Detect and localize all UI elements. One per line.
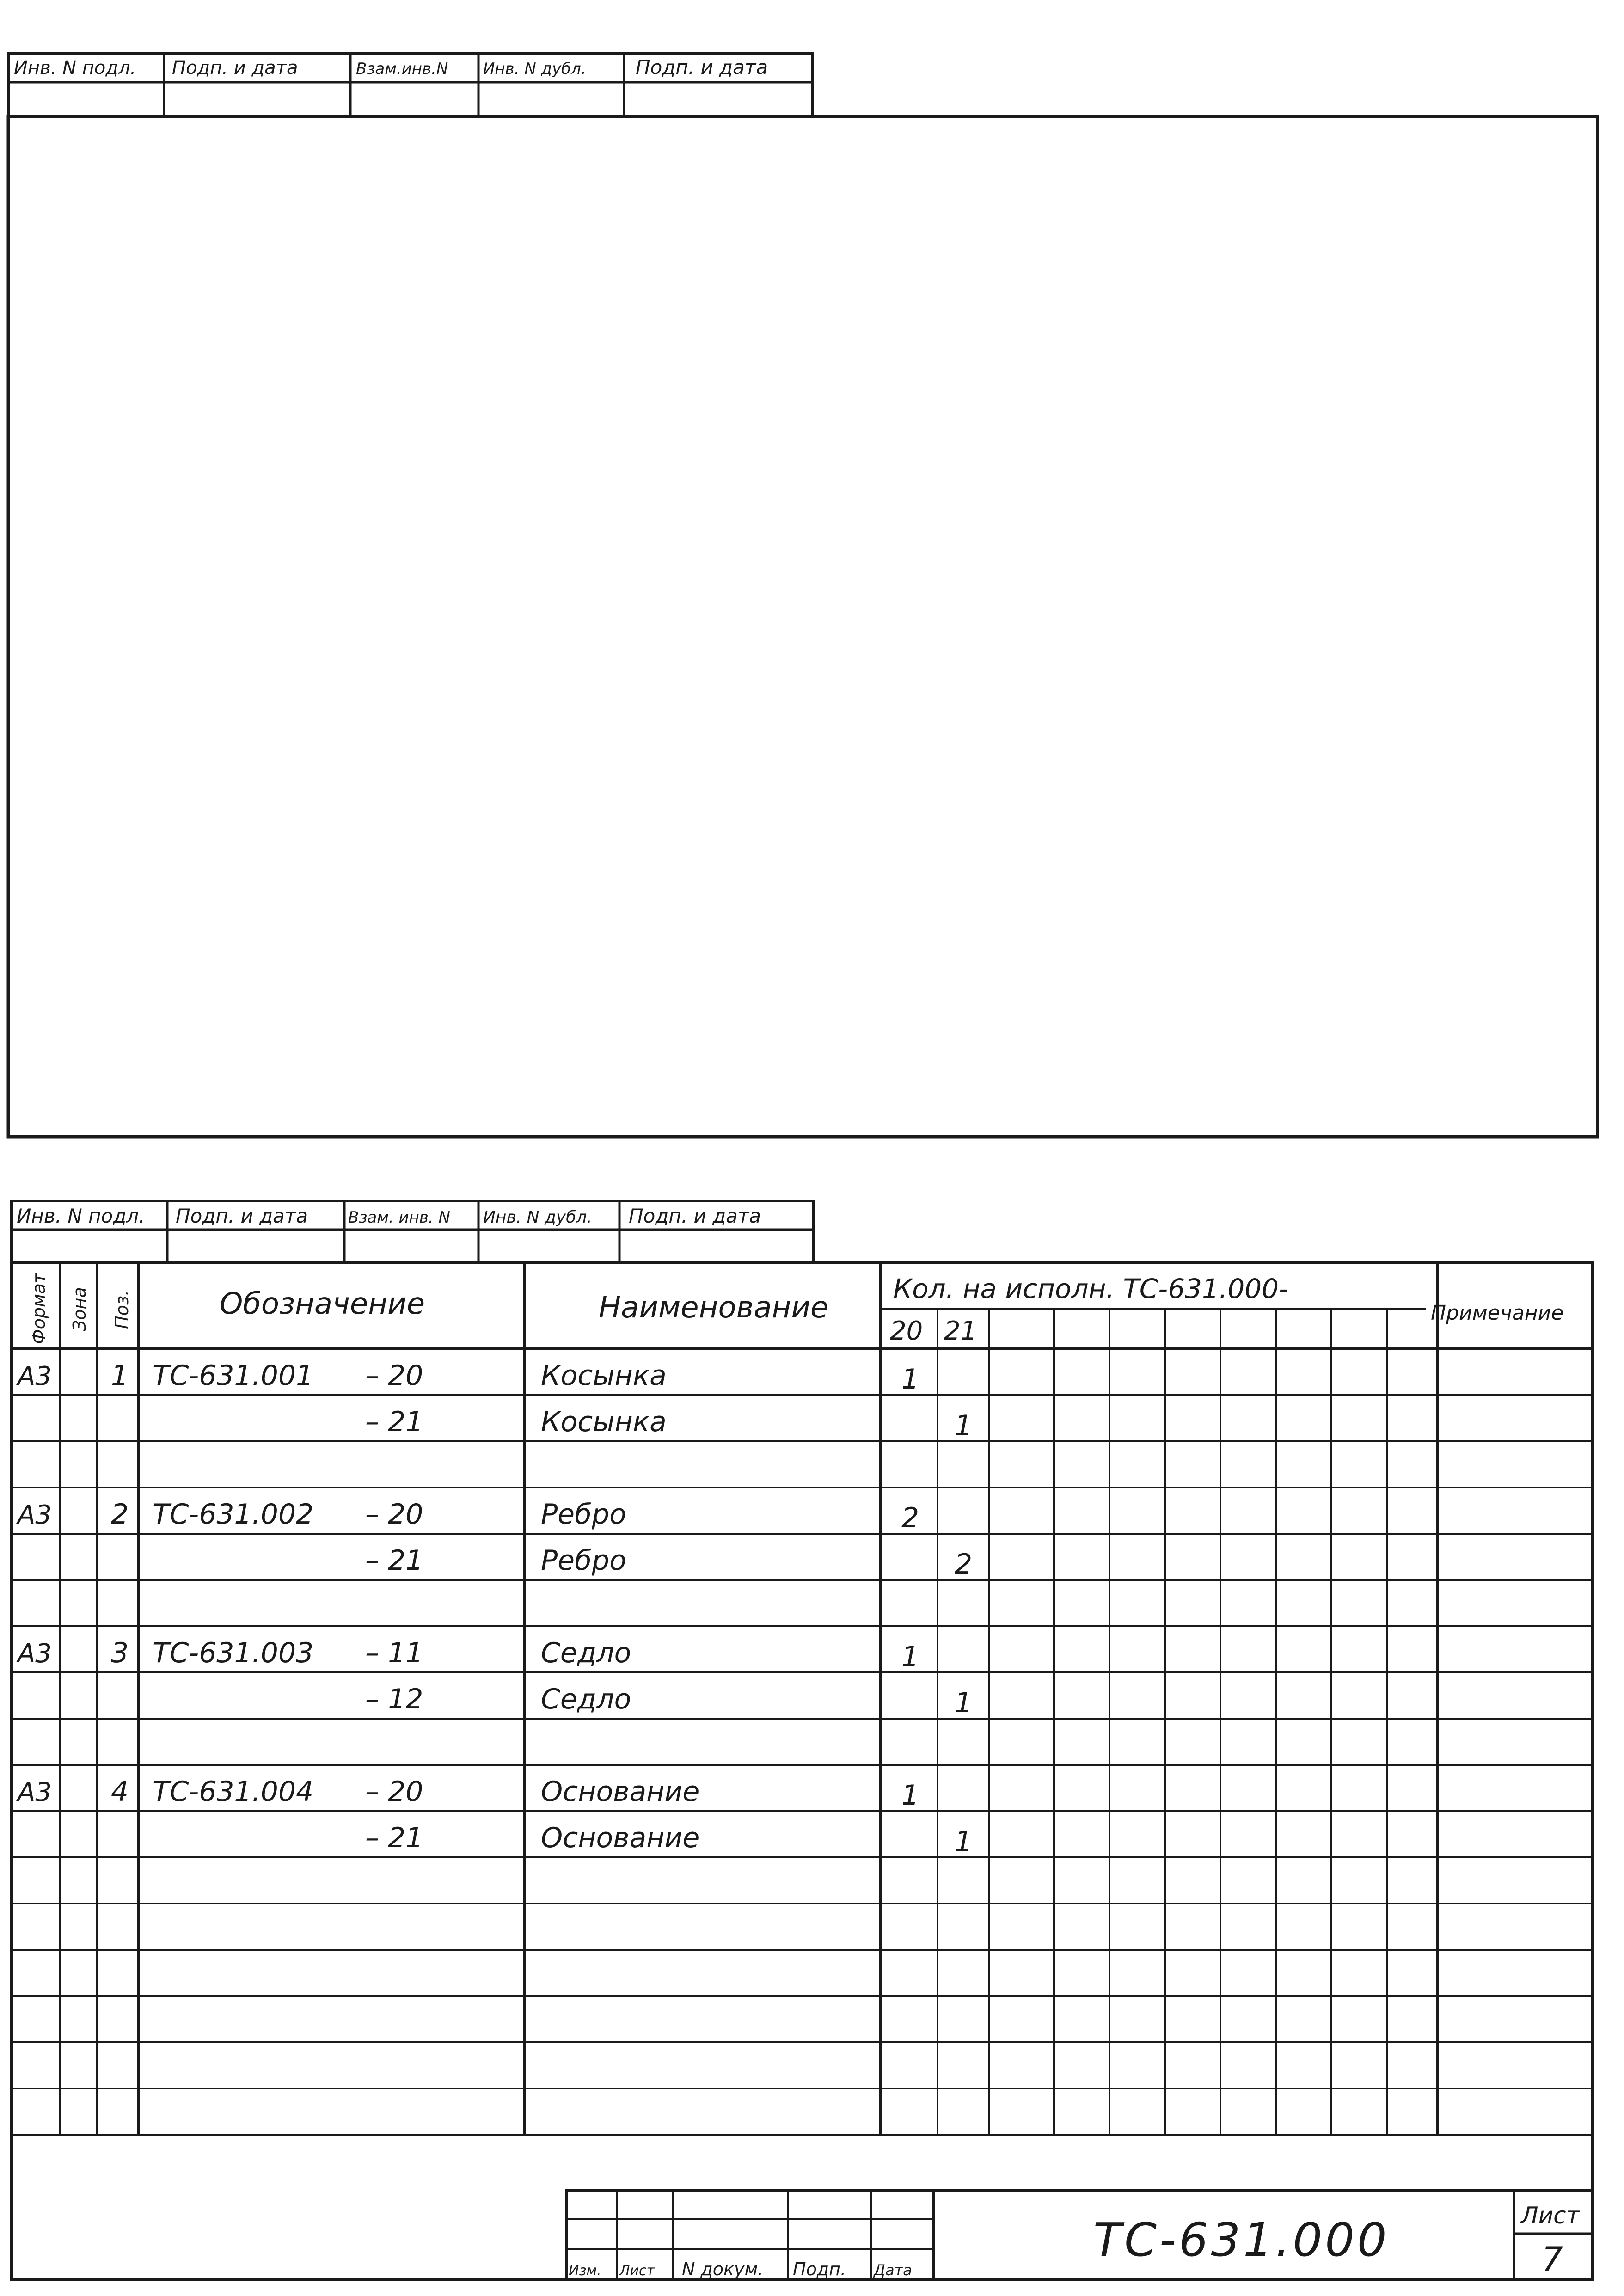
spec-frame — [12, 1262, 1593, 2279]
cell-designation-suffix: – 11 — [365, 1637, 423, 1669]
cell-pos: 3 — [111, 1637, 129, 1669]
cell-designation: ТС-631.003 — [153, 1637, 314, 1669]
title-label-podp: Подп. — [793, 2259, 846, 2279]
top-stamp-header-3: Взам.инв.N — [356, 60, 448, 78]
bottom-stamp — [12, 1201, 814, 1262]
cell-designation-suffix: – 12 — [365, 1683, 423, 1715]
cell-designation-suffix: – 20 — [365, 1776, 423, 1808]
cell-format: А3 — [18, 1361, 52, 1391]
cell-pos: 1 — [111, 1359, 129, 1392]
cell-qty-20: 1 — [901, 1779, 919, 1812]
title-label-izm: Изм. — [569, 2263, 601, 2279]
spec-header — [12, 1272, 1593, 1349]
bottom-stamp-header-5: Подп. и дата — [629, 1205, 761, 1227]
cell-designation-suffix: – 21 — [365, 1406, 423, 1438]
title-block — [566, 2190, 1593, 2279]
sheet-label: Лист — [1521, 2202, 1580, 2229]
cell-qty-20: 2 — [901, 1502, 919, 1534]
cell-name: Основание — [541, 1822, 700, 1854]
spec-grid — [12, 1262, 1593, 2135]
cell-format: А3 — [18, 1639, 52, 1669]
header-qty-title: Кол. на исполн. ТС-631.000- — [893, 1273, 1288, 1304]
cell-format: А3 — [18, 1500, 52, 1530]
top-stamp-header-4: Инв. N дубл. — [483, 60, 586, 78]
cell-qty-21: 1 — [955, 1687, 973, 1719]
header-pos: Поз. — [112, 1290, 132, 1329]
cell-qty-20: 1 — [901, 1363, 919, 1396]
cell-qty-21: 1 — [955, 1825, 973, 1858]
cell-designation: ТС-631.001 — [153, 1359, 314, 1392]
bottom-stamp-header-1: Инв. N подл. — [17, 1205, 145, 1227]
cell-name: Ребро — [541, 1498, 626, 1531]
cell-designation-suffix: – 20 — [365, 1498, 423, 1531]
cell-name: Основание — [541, 1776, 700, 1808]
cell-designation: ТС-631.002 — [153, 1498, 314, 1531]
top-blank-frame — [8, 116, 1598, 1137]
header-note: Примечание — [1431, 1301, 1564, 1325]
spec-rows — [16, 1359, 972, 1858]
cell-format: А3 — [18, 1777, 52, 1807]
cell-qty-21: 2 — [955, 1548, 973, 1580]
top-stamp-header-2: Подп. и дата — [172, 57, 298, 79]
cell-designation-suffix: – 21 — [365, 1544, 423, 1577]
cell-designation: ТС-631.004 — [153, 1776, 314, 1808]
top-stamp-header-5: Подп. и дата — [636, 56, 768, 79]
header-variant-21: 21 — [944, 1316, 977, 1346]
cell-name: Косынка — [541, 1359, 667, 1392]
document-designation: ТС-631.000 — [1093, 2213, 1390, 2267]
header-name: Наименование — [599, 1291, 829, 1325]
sheet-number: 7 — [1542, 2240, 1563, 2278]
cell-pos: 2 — [111, 1498, 129, 1531]
top-stamp — [8, 53, 813, 116]
header-zone: Зона — [69, 1287, 90, 1331]
cell-designation-suffix: – 20 — [365, 1359, 423, 1392]
header-designation: Обозначение — [220, 1287, 425, 1321]
cell-qty-20: 1 — [901, 1641, 919, 1673]
header-variant-20: 20 — [890, 1316, 923, 1346]
cell-name: Косынка — [541, 1406, 667, 1438]
bottom-stamp-header-3: Взам. инв. N — [348, 1208, 450, 1227]
cell-designation-suffix: – 21 — [365, 1822, 423, 1854]
top-stamp-header-1: Инв. N подл. — [14, 57, 136, 79]
header-format: Формат — [29, 1273, 49, 1344]
bottom-stamp-header-4: Инв. N дубл. — [483, 1208, 592, 1227]
cell-name: Ребро — [541, 1544, 626, 1577]
bottom-stamp-header-2: Подп. и дата — [176, 1205, 308, 1227]
cell-qty-21: 1 — [955, 1409, 973, 1442]
title-label-data: Дата — [874, 2261, 912, 2279]
cell-pos: 4 — [111, 1776, 129, 1808]
cell-name: Седло — [541, 1683, 631, 1715]
title-label-list: Лист — [619, 2263, 655, 2279]
cell-name: Седло — [541, 1637, 631, 1669]
title-label-ndokum: N докум. — [682, 2259, 764, 2279]
